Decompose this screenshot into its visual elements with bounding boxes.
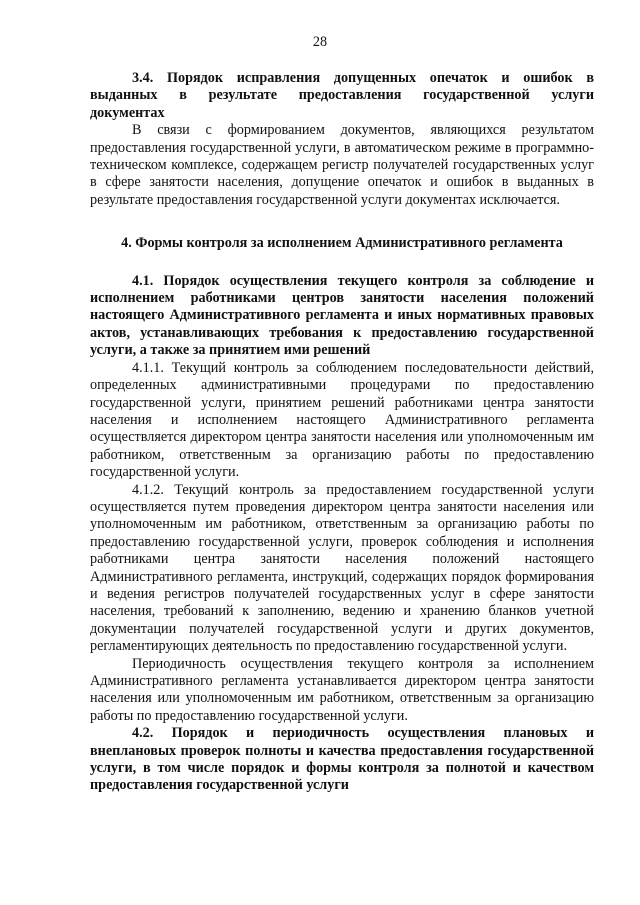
page-number: 28 <box>312 34 328 50</box>
section-4-2-heading: 4.2. Порядок и периодичность осуществления плановых и внеплановых проверок полноты и качества предоставления государственной услуги, в том числе порядок и формы контроля за полнотой и качеством предоставления государственной услуги <box>90 725 594 794</box>
section-3-4-paragraph: В связи с формированием документов, являющихся результатом предоставления государственной услуги, в автоматическом режиме в программно-техническом комплексе, содержащем регистр получателей государственных услуг в сфере занятости населения, допущение опечаток и ошибок в выданных в результате предоставления государственной услуги документах исключается. <box>90 122 594 208</box>
page-content <box>90 70 594 795</box>
section-4-1-heading: 4.1. Порядок осуществления текущего контроля за соблюдение и исполнением работниками центров занятости населения положений настоящего Административного регламента и иных нормативных правовых актов, устанавливающих требования к предоставлению государственной услуги, а также за принятием ими решений <box>90 272 594 359</box>
section-4-heading: 4. Формы контроля за исполнением Административного регламента <box>121 235 563 252</box>
section-3-4-heading: 3.4. Порядок исправления допущенных опечаток и ошибок в выданных в результате предоставления государственной услуги документах <box>90 70 594 121</box>
spacer <box>90 209 594 235</box>
paragraph-4-1-2: 4.1.2. Текущий контроль за предоставлением государственной услуги осуществляется путем проведения директором центра занятости населения или уполномоченным им работником, ответственным за организацию работы по предоставлению государственной услуги, проверок соблюдения и исполнения работниками центра занятости населения положений настоящего Административного регламента, инструкций, содержащих порядок формирования и ведения регистров получателей государственных услуг в сфере занятости населения, требований к заполнению, ведению и хранению бланков учетной документации получателей государственной услуги и других документов, регламентирующих деятельность по предоставлению государственной услуги. <box>90 481 594 655</box>
spacer <box>90 253 594 273</box>
paragraph-4-1-1: 4.1.1. Текущий контроль за соблюдением последовательности действий, определенных административными процедурами по предоставлению государственной услуги, принятием решений работниками центра занятости населения и исполнением настоящего Административного регламента осуществляется директором центра занятости населения или уполномоченным им работником, ответственным за организацию работы по предоставлению государственной услуги. <box>90 359 594 481</box>
paragraph-periodicity: Периодичность осуществления текущего контроля за исполнением Административного регламента устанавливается директором центра занятости населения или уполномоченным им работником, ответственным за организацию работы по предоставлению государственной услуги. <box>90 655 594 724</box>
